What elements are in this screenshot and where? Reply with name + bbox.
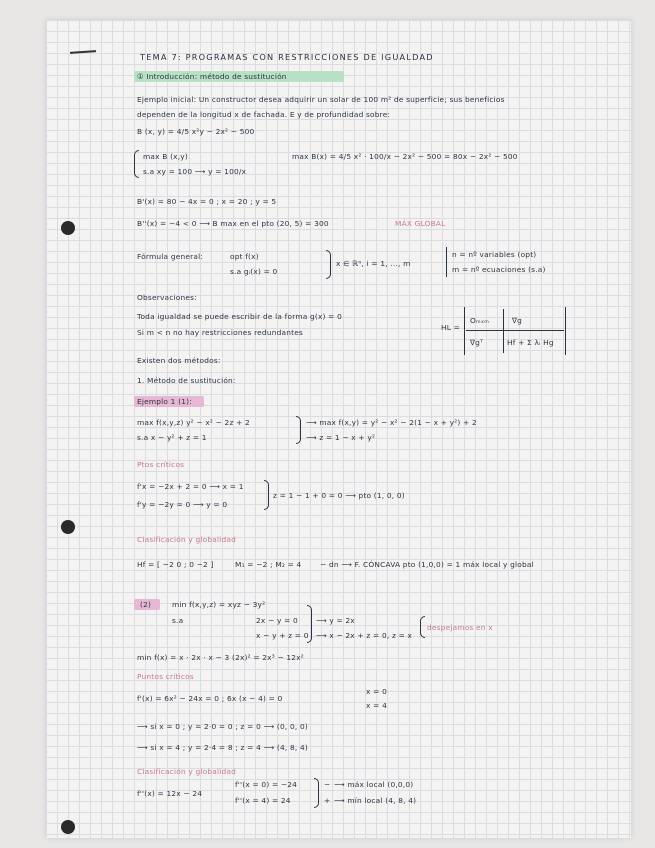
text-line: dependen de la longitud x de fachada. E y de profundidad sobre: (137, 110, 391, 119)
section-heading: Clasificación y globalidad (137, 767, 236, 776)
formula: M₁ = −2 ; M₂ = 4 (235, 560, 302, 569)
brace (307, 605, 312, 643)
formula: ⟶ si x = 4 ; y = 2·4 = 8 ; z = 4 ⟶ (4, 8, 4) (137, 743, 308, 752)
notebook-page (46, 20, 631, 838)
formula: s.a (172, 616, 184, 625)
divider (446, 247, 447, 277)
formula: f''(x = 4) = 24 (235, 796, 291, 805)
formula: x − y + z = 0 (256, 631, 309, 640)
formula: f''(x = 0) = −24 (235, 780, 298, 789)
matrix-divider (466, 330, 564, 331)
formula: s.a x − y² + z = 1 (137, 433, 207, 442)
formula: Hf = [ −2 0 ; 0 −2 ] (137, 560, 214, 569)
formula: ⟶ si x = 0 ; y = 2·0 = 0 ; z = 0 ⟶ (0, 0, 0) (137, 722, 308, 731)
bullet-text: Toda igualdad se puede escribir de la forma g(x) = 0 (137, 312, 343, 321)
bullet-text: Si m < n no hay restricciones redundantes (137, 328, 303, 337)
formula: max f(x,y,z) y² − x² − 2z + 2 (137, 418, 250, 427)
binder-hole (61, 820, 75, 834)
text-line: Ejemplo inicial: Un constructor desea adquirir un solar de 100 m² de superficie; sus beneficios (137, 95, 505, 104)
matrix-cell: Hf + Σ λᵢ Hg (507, 338, 554, 347)
formula: max B (x,y) (143, 152, 188, 161)
matrix-cell: Oₘₓₘ (470, 316, 490, 325)
formula: ⟶ z = 1 − x + y² (306, 433, 376, 442)
matrix-label: HL = (441, 323, 461, 332)
brace (264, 480, 269, 510)
text-line: Existen dos métodos: (137, 356, 221, 365)
formula: ⟶ y = 2x (316, 616, 355, 625)
binder-hole (61, 221, 75, 235)
note: despejamos en x (427, 623, 493, 632)
formula: 2x − y = 0 (256, 616, 298, 625)
formula: f'y = −2y = 0 ⟶ y = 0 (137, 500, 228, 509)
example-label: (2) (140, 600, 152, 609)
section-heading: ① Introducción: método de sustitución (137, 72, 287, 81)
formula: − dn ⟶ F. CÓNCAVA pto (1,0,0) = 1 máx local y global (320, 560, 534, 569)
formula: f'(x) = 6x² − 24x = 0 ; 6x (x − 4) = 0 (137, 694, 283, 703)
formula: x = 0 (366, 687, 387, 696)
formula: + (324, 796, 331, 805)
brace (326, 250, 331, 279)
formula: B (x, y) = 4/5 x²y − 2x² − 500 (137, 127, 255, 136)
formula: − (324, 780, 331, 789)
formula: f''(x) = 12x − 24 (137, 789, 203, 798)
brace (420, 616, 425, 638)
binder-hole (61, 520, 75, 534)
section-heading: Ptos críticos (137, 460, 185, 469)
text-line: Fórmula general: (137, 252, 204, 261)
example-label: Ejemplo 1 (1): (137, 397, 192, 406)
formula: s.a gᵢ(x) = 0 (230, 267, 278, 276)
section-heading: Puntos críticos (137, 672, 194, 681)
formula: s.a xy = 100 ⟶ y = 100/x (143, 167, 247, 176)
brace (134, 150, 139, 178)
matrix-cell: ∇gᵀ (470, 338, 484, 347)
subheading: 1. Método de sustitución: (137, 376, 236, 385)
formula: ⟶ máx local (0,0,0) (334, 780, 414, 789)
brace (296, 416, 301, 444)
brace (314, 778, 319, 808)
formula: min f(x) = x · 2x · x − 3 (2x)² = 2x³ − 12x² (137, 653, 304, 662)
formula: x ∈ ℝⁿ, i = 1, ..., m (336, 259, 411, 268)
formula: ⟶ max f(x,y) = y² − x² − 2(1 − x + y²) + 2 (306, 418, 477, 427)
section-heading: Clasificación y globalidad (137, 535, 236, 544)
formula: opt f(x) (230, 252, 259, 261)
formula: B''(x) = −4 < 0 ⟶ B max en el pto (20, 5) = 300 (137, 219, 329, 228)
formula: x = 4 (366, 701, 387, 710)
result-tag: MÁX GLOBAL (395, 219, 446, 228)
formula: min f(x,y,z) = xyz − 3y² (172, 600, 266, 609)
matrix-bracket (565, 307, 566, 355)
formula: f'x = −2x + 2 = 0 ⟶ x = 1 (137, 482, 244, 491)
text-line: Observaciones: (137, 293, 197, 302)
matrix-divider (503, 309, 504, 353)
matrix-cell: ∇g (512, 316, 523, 325)
formula: B'(x) = 80 − 4x = 0 ; x = 20 ; y = 5 (137, 197, 277, 206)
formula: ⟶ x − 2x + z = 0, z = x (316, 631, 413, 640)
note: n = nº variables (opt) (452, 250, 537, 259)
formula: max B(x) = 4/5 x² · 100/x − 2x² − 500 = 80x − 2x² − 500 (292, 152, 518, 161)
page-title: TEMA 7: PROGRAMAS CON RESTRICCIONES DE IGUALDAD (140, 52, 434, 62)
formula: ⟶ mín local (4, 8, 4) (334, 796, 417, 805)
note: m = nº ecuaciones (s.a) (452, 265, 546, 274)
matrix-bracket (464, 307, 465, 355)
formula: z = 1 − 1 + 0 = 0 ⟶ pto (1, 0, 0) (273, 491, 405, 500)
